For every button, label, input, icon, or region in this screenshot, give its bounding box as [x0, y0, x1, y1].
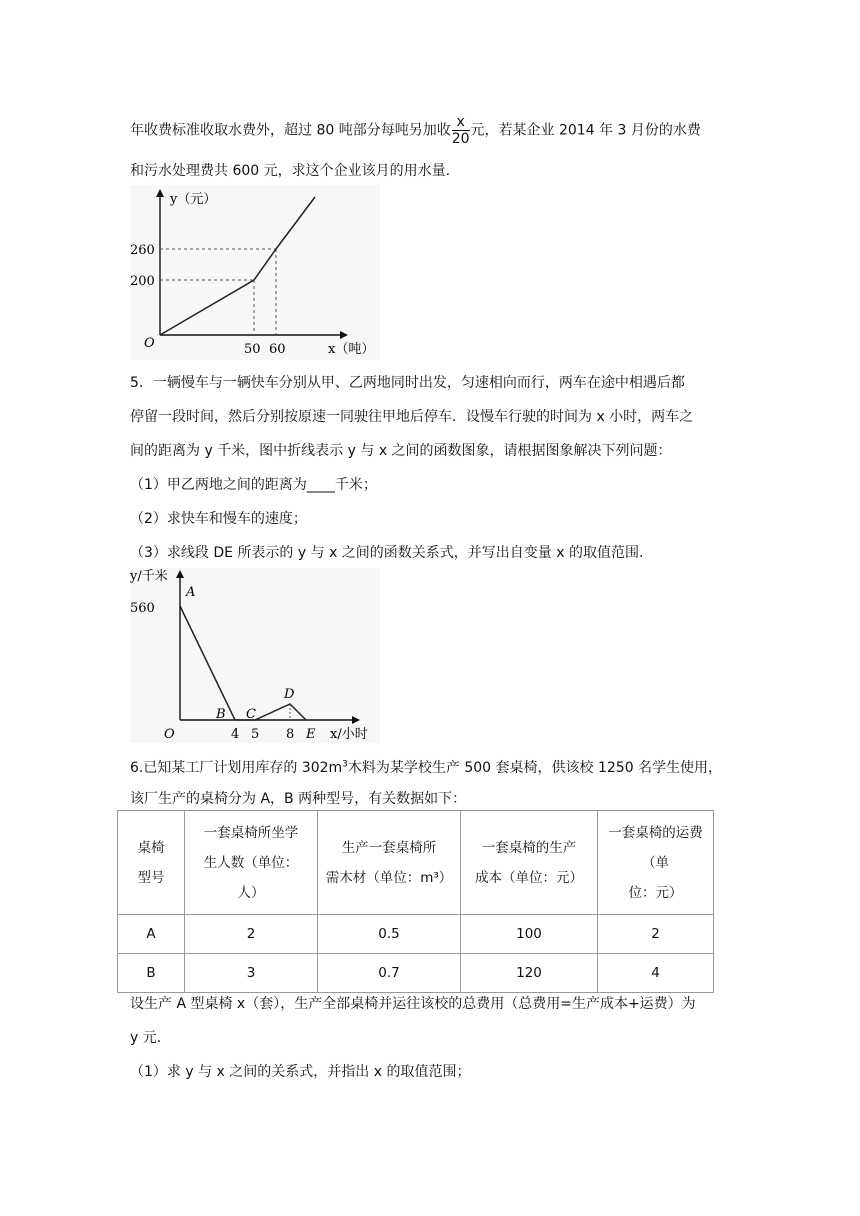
y-axis-label: y/千米	[130, 569, 168, 584]
x-tick-8: 8	[286, 727, 295, 742]
origin-label: O	[164, 727, 175, 742]
q5-part-3: （3）求线段 DE 所表示的 y 与 x 之间的函数关系式，并写出自变量 x 的取值范围.	[130, 545, 644, 561]
q6-line-1-pre: 6.已知某工厂计划用库存的 302m	[130, 760, 343, 776]
header-cell-cost: 一套桌椅的生产 成本（单位：元）	[461, 811, 598, 915]
point-b-label: B	[216, 707, 226, 722]
figure-distance-graph	[130, 568, 380, 743]
x-tick-4: 4	[231, 727, 240, 742]
q6-after-2: y 元.	[130, 1030, 162, 1046]
x-axis-label: x/小时	[330, 727, 368, 742]
q5-part-2: （2）求快车和慢车的速度；	[130, 511, 307, 527]
table-row	[118, 915, 714, 954]
q5-line-3: 间的距离为 y 千米，图中折线表示 y 与 x 之间的函数图象，请根据图象解决下列问题：	[130, 443, 672, 459]
header-cell-students: 一套桌椅所坐学 生人数（单位： 人）	[185, 811, 318, 915]
point-d-label: D	[284, 687, 295, 702]
y-tick-260: 260	[130, 243, 155, 258]
table-cell: A	[118, 915, 185, 954]
table-row	[118, 954, 714, 993]
header-cell-shipping: 一套桌椅的运费（单 位：元）	[598, 811, 714, 915]
q6-after-1: 设生产 A 型桌椅 x（套），生产全部桌椅并运往该校的总费用（总费用=生产成本+运费）为	[130, 996, 696, 1012]
point-c-label: C	[246, 707, 256, 722]
fraction-x-over-20	[452, 115, 470, 146]
intro-line-2: 和污水处理费共 600 元，求这个企业该月的用水量.	[130, 163, 451, 179]
q6-line-1-post: 木料为某学校生产 500 套桌椅，供该校 1250 名学生使用，	[347, 760, 723, 776]
q5-part-1: （1）甲乙两地之间的距离为____千米；	[130, 477, 377, 493]
point-a-label: A	[186, 585, 196, 600]
table-cell: 2	[598, 915, 714, 954]
table-cell: 0.5	[318, 915, 461, 954]
figure-water-fee-graph	[130, 185, 380, 360]
header-cell-model: 桌椅 型号	[118, 811, 185, 915]
q6-line-1	[130, 757, 722, 777]
y-axis-label: y（元）	[170, 192, 217, 207]
header-cell-wood: 生产一套桌椅所 需木材（单位：m³）	[318, 811, 461, 915]
furniture-data-table	[117, 810, 714, 993]
y-tick-200: 200	[130, 274, 155, 289]
point-e-label: E	[306, 727, 316, 742]
fraction-numerator: x	[452, 115, 470, 131]
intro-line-1-post: 元，若某企业 2014 年 3 月份的水费	[470, 122, 701, 139]
table-cell: 3	[185, 954, 318, 993]
x-tick-60: 60	[269, 342, 286, 357]
origin-label: O	[144, 336, 155, 351]
y-tick-560: 560	[130, 601, 155, 616]
q5-line-2: 停留一段时间，然后分别按原速一同驶往甲地后停车．设慢车行驶的时间为 x 小时，两车之	[130, 409, 694, 425]
q6-line-2: 该厂生产的桌椅分为 A，B 两种型号，有关数据如下：	[130, 791, 467, 807]
q6-sub-1: （1）求 y 与 x 之间的关系式，并指出 x 的取值范围；	[130, 1064, 471, 1080]
table-cell: 4	[598, 954, 714, 993]
table-cell: 0.7	[318, 954, 461, 993]
table-cell: 120	[461, 954, 598, 993]
x-tick-5: 5	[251, 727, 260, 742]
table-cell: 2	[185, 915, 318, 954]
table-cell: 100	[461, 915, 598, 954]
table-header-row	[118, 811, 714, 915]
superscript-3: 3	[342, 759, 348, 770]
x-tick-50: 50	[244, 342, 261, 357]
q5-line-1: 5．一辆慢车与一辆快车分别从甲、乙两地同时出发，匀速相向而行，两车在途中相遇后都	[130, 375, 685, 391]
table-cell: B	[118, 954, 185, 993]
x-axis-label: x（吨）	[328, 342, 375, 357]
fraction-denominator: 20	[451, 131, 470, 147]
intro-line-1	[130, 115, 701, 146]
intro-line-1-pre: 年收费标准收取水费外，超过 80 吨部分每吨另加收	[130, 122, 451, 139]
